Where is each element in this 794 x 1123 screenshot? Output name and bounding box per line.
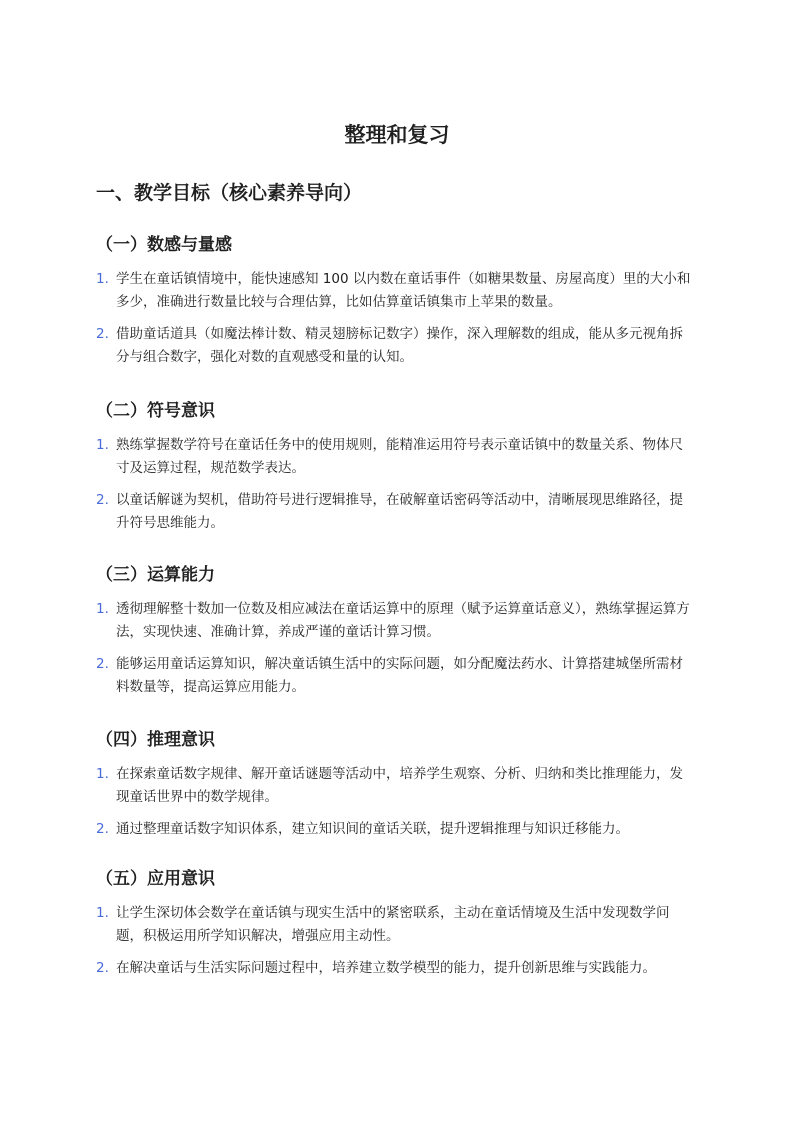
section-number-sense (96, 232, 696, 378)
ordered-list (96, 763, 696, 841)
ordered-list (96, 434, 696, 535)
list-item: 2. 以童话解谜为契机，借助符号进行逻辑推导，在破解童话密码等活动中，清晰展现思维路径，提升符号思维能力。 (96, 492, 683, 531)
list-item: 2. 通过整理童话数字知识体系，建立知识间的童话关联，提升逻辑推理与知识迁移能力。 (96, 821, 629, 837)
ordered-list (96, 902, 696, 980)
subsection-title: （四）推理意识 (96, 730, 215, 750)
list-item: 1. 学生在童话镇情境中，能快速感知 100 以内数在童话事件（如糖果数量、房屋高度）里的大小和多少，准确进行数量比较与合理估算，比如估算童话镇集市上苹果的数量。 (96, 271, 691, 310)
list-item: 1. 在探索童话数字规律、解开童话谜题等活动中，培养学生观察、分析、归纳和类比推理能力，发现童话世界中的数学规律。 (96, 766, 683, 805)
list-item: 2. 在解决童话与生活实际问题过程中，培养建立数学模型的能力，提升创新思维与实践能力。 (96, 960, 656, 976)
list-item: 2. 能够运用童话运算知识，解决童话镇生活中的实际问题，如分配魔法药水、计算搭建城堡所需材料数量等，提高运算应用能力。 (96, 656, 683, 695)
section-reasoning (96, 727, 696, 850)
list-item: 1. 熟练掌握数学符号在童话任务中的使用规则，能精准运用符号表示童话镇中的数量关系、物体尺寸及运算过程，规范数学表达。 (96, 437, 683, 476)
ordered-list (96, 598, 696, 699)
list-item: 1. 让学生深切体会数学在童话镇与现实生活中的紧密联系，主动在童话情境及生活中发现数学问题，积极运用所学知识解决，增强应用主动性。 (96, 905, 670, 944)
section-operation-ability (96, 562, 696, 708)
ordered-list (96, 268, 696, 369)
document-title: 整理和复习 (344, 123, 450, 147)
subsection-title: （三）运算能力 (96, 565, 215, 585)
subsection-title: （五）应用意识 (96, 869, 215, 889)
subsection-title: （二）符号意识 (96, 401, 215, 421)
list-item: 1. 透彻理解整十数加一位数及相应减法在童话运算中的原理（赋予运算童话意义），熟练掌握运算方法，实现快速、准确计算，养成严谨的童话计算习惯。 (96, 601, 690, 640)
section-heading: 一、教学目标（核心素养导向） (96, 182, 363, 204)
section-application (96, 866, 696, 989)
section-symbol-sense (96, 398, 696, 544)
subsection-title: （一）数感与量感 (96, 235, 232, 255)
list-item: 2. 借助童话道具（如魔法棒计数、精灵翅膀标记数字）操作，深入理解数的组成，能从多元视角拆分与组合数字，强化对数的直观感受和量的认知。 (96, 326, 683, 365)
